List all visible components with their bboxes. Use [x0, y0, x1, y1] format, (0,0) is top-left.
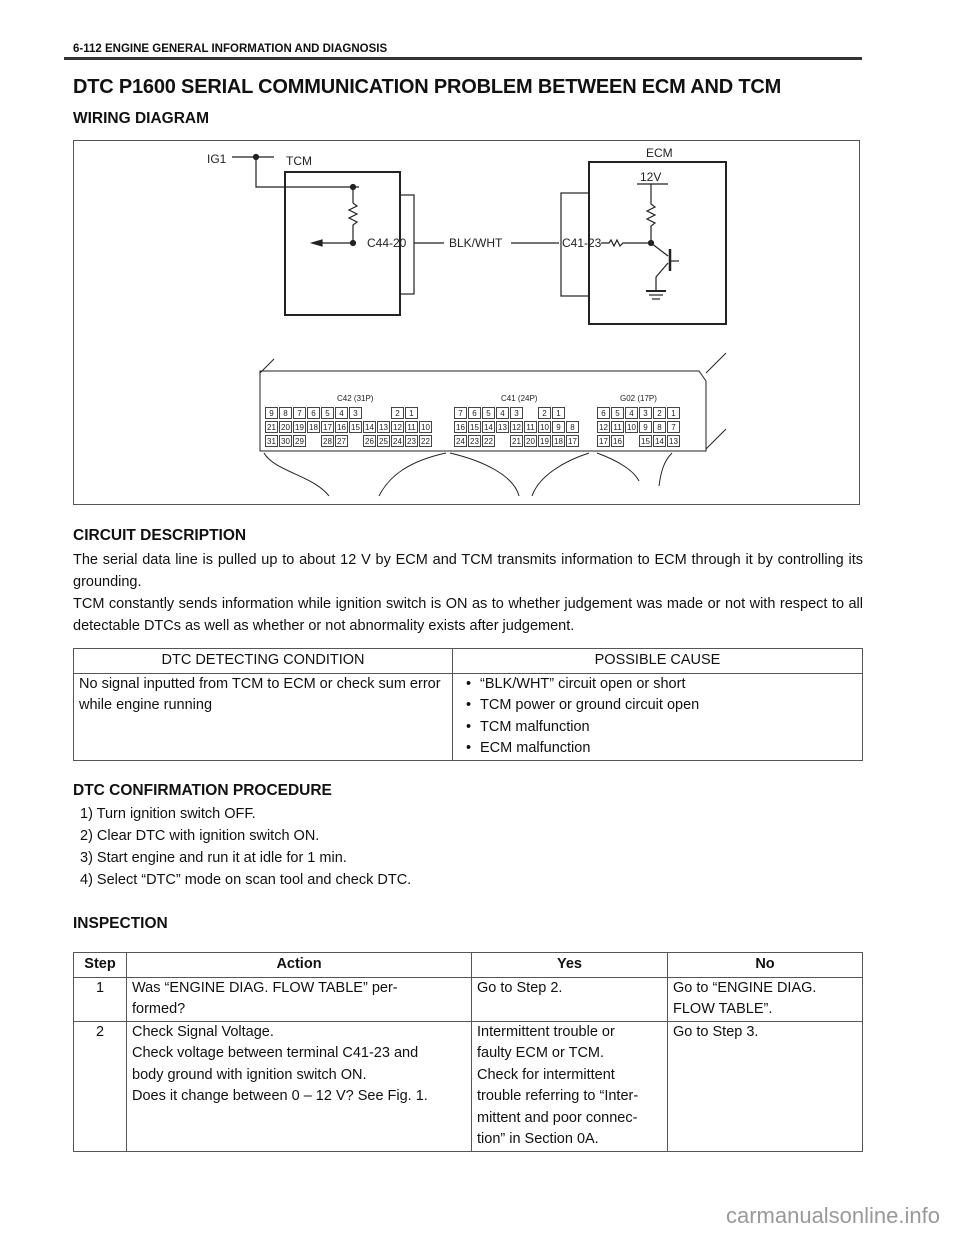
pin: 15: [349, 421, 362, 433]
pin-row: [265, 435, 433, 449]
ecm-label: ECM: [646, 146, 673, 160]
col-header: Action: [127, 953, 472, 978]
pin-row: [597, 435, 681, 449]
pin-row: [454, 435, 580, 449]
12v-label: 12V: [640, 170, 662, 184]
pin: 14: [363, 421, 376, 433]
pin: 18: [307, 421, 320, 433]
pin: 9: [639, 421, 652, 433]
pin: 13: [496, 421, 509, 433]
cell-line: Intermittent trouble or: [477, 1023, 615, 1040]
circuit-paragraph-1: The serial data line is pulled up to about 12 V by ECM and TCM transmits information to ECM through it by controlling its grounding.: [73, 552, 863, 590]
pin: 4: [335, 407, 348, 419]
pin: 14: [653, 435, 666, 447]
pin: 18: [552, 435, 565, 447]
pin: 31: [265, 435, 278, 447]
watermark: carmanualsonline.info: [725, 1203, 940, 1228]
pin: 24: [391, 435, 404, 447]
col-header: POSSIBLE CAUSE: [453, 649, 863, 674]
pin: 11: [524, 421, 537, 433]
pin: 17: [321, 421, 334, 433]
pin: 19: [538, 435, 551, 447]
pin: 8: [653, 421, 666, 433]
pin: 8: [566, 421, 579, 433]
pin: 10: [538, 421, 551, 433]
dtc-condition-table: [73, 648, 863, 761]
col-header: Step: [74, 953, 127, 978]
pin: 5: [611, 407, 624, 419]
header-rule: [64, 57, 862, 60]
pin: 12: [510, 421, 523, 433]
pin: 27: [335, 435, 348, 447]
pin: 24: [454, 435, 467, 447]
procedure-step: 3) Start engine and run it at idle for 1 min.: [80, 850, 347, 866]
cell-line: faulty ECM or TCM.: [477, 1045, 605, 1061]
pin: 7: [454, 407, 467, 419]
pin: 12: [597, 421, 610, 433]
pin: 6: [597, 407, 610, 419]
pin-row: [597, 421, 681, 435]
pin-row: [597, 407, 681, 421]
pin: 29: [293, 435, 306, 447]
pin: 3: [510, 407, 523, 419]
pin: 22: [419, 435, 432, 447]
pin: 26: [363, 435, 376, 447]
pin: 13: [377, 421, 390, 433]
pin: 20: [279, 421, 292, 433]
c42-label: C42 (31P): [337, 394, 374, 403]
pin-gap: [625, 435, 638, 447]
pin: 5: [482, 407, 495, 419]
inspection-heading: INSPECTION: [73, 915, 168, 932]
pin: 9: [552, 421, 565, 433]
pin: 19: [293, 421, 306, 433]
pin: 17: [597, 435, 610, 447]
cell-no: [668, 977, 863, 1021]
pin-gap: [496, 435, 509, 447]
pin: 16: [335, 421, 348, 433]
ig1-label: IG1: [207, 152, 227, 166]
pin: 21: [510, 435, 523, 447]
pin: 9: [265, 407, 278, 419]
pin-gap: [363, 407, 376, 419]
procedure-step: 2) Clear DTC with ignition switch ON.: [80, 828, 320, 844]
cell-action: [127, 1021, 472, 1151]
cause-item: • TCM malfunction: [466, 717, 857, 739]
circuit-paragraph-2: TCM constantly sends information while ignition switch is ON as to whether judgement was made or not with respect to all detectable DTCs as well as whether or not abnormality exists after judgement.: [73, 596, 863, 634]
wiring-heading: WIRING DIAGRAM: [73, 110, 210, 127]
pin: 11: [405, 421, 418, 433]
wiring-diagram: [73, 140, 860, 505]
pin: 5: [321, 407, 334, 419]
pin: 11: [611, 421, 624, 433]
cell-yes: [472, 977, 668, 1021]
pin: 6: [468, 407, 481, 419]
pin: 2: [653, 407, 666, 419]
pin: 20: [524, 435, 537, 447]
pin: 15: [468, 421, 481, 433]
tcm-label: TCM: [286, 154, 312, 168]
cell-line: trouble referring to “Inter-: [477, 1088, 639, 1104]
pin: 21: [265, 421, 278, 433]
pin: 30: [279, 435, 292, 447]
pin: 1: [405, 407, 418, 419]
cell-line: FLOW TABLE”.: [673, 1001, 773, 1017]
detecting-condition: No signal inputted from TCM to ECM or check sum error while engine running: [74, 673, 453, 760]
pin: 1: [667, 407, 680, 419]
pin: 4: [496, 407, 509, 419]
cause-item: • “BLK/WHT” circuit open or short: [466, 674, 857, 696]
ecm-terminal-label: C41-23: [562, 236, 602, 250]
cell-line: tion” in Section 0A.: [477, 1131, 599, 1147]
connector-c41: [454, 407, 580, 449]
pin: 3: [349, 407, 362, 419]
cell-line: Go to Step 3.: [673, 1023, 759, 1040]
pin: 4: [625, 407, 638, 419]
confirmation-steps: [80, 803, 411, 891]
pin: 8: [279, 407, 292, 419]
cell-line: mittent and poor connec-: [477, 1109, 638, 1126]
pin: 1: [552, 407, 565, 419]
cell-line: formed?: [132, 1001, 186, 1017]
pin: 7: [667, 421, 680, 433]
pin: 3: [639, 407, 652, 419]
pin: 23: [468, 435, 481, 447]
pin-row: [454, 421, 580, 435]
cell-line: Go to Step 2.: [477, 979, 563, 996]
pin: 16: [454, 421, 467, 433]
pin: 10: [625, 421, 638, 433]
pin-row: [265, 421, 433, 435]
pin-gap: [524, 407, 537, 419]
cell-line: Check Signal Voltage.: [132, 1023, 274, 1040]
pin: 22: [482, 435, 495, 447]
pin: 15: [639, 435, 652, 447]
table-row: [74, 1021, 863, 1151]
connector-g02: [597, 407, 681, 449]
cause-item: • TCM power or ground circuit open: [466, 695, 857, 717]
pin: 23: [405, 435, 418, 447]
pin-gap: [307, 435, 320, 447]
pin: 16: [611, 435, 624, 447]
section-header: 6-112 ENGINE GENERAL INFORMATION AND DIAGNOSIS: [73, 43, 388, 55]
c41-label: C41 (24P): [501, 394, 538, 403]
pin: 10: [419, 421, 432, 433]
step-number: 1: [74, 977, 127, 1021]
pin-gap: [377, 407, 390, 419]
col-header: Yes: [472, 953, 668, 978]
col-header: No: [668, 953, 863, 978]
table-row: [74, 977, 863, 1021]
cell-line: Does it change between 0 – 12 V? See Fig. 1.: [132, 1088, 428, 1104]
tcm-terminal-label: C44-20: [367, 236, 407, 250]
pin: 28: [321, 435, 334, 447]
procedure-step: 4) Select “DTC” mode on scan tool and check DTC.: [80, 872, 412, 888]
cell-line: Check for intermittent: [477, 1066, 615, 1083]
page-title: DTC P1600 SERIAL COMMUNICATION PROBLEM BETWEEN ECM AND TCM: [73, 76, 782, 98]
cell-line: body ground with ignition switch ON.: [132, 1066, 367, 1083]
pin-row: [454, 407, 580, 421]
pin: 2: [391, 407, 404, 419]
step-number: 2: [74, 1021, 127, 1151]
cell-line: Check voltage between terminal C41-23 and: [132, 1045, 419, 1061]
pin: 7: [293, 407, 306, 419]
g02-label: G02 (17P): [620, 394, 657, 403]
circuit-heading: CIRCUIT DESCRIPTION: [73, 527, 247, 544]
connector-c42: [265, 407, 433, 449]
pin-gap: [349, 435, 362, 447]
pin: 25: [377, 435, 390, 447]
pin: 14: [482, 421, 495, 433]
cell-line: Go to “ENGINE DIAG.: [673, 979, 817, 996]
confirmation-heading: DTC CONFIRMATION PROCEDURE: [73, 782, 332, 799]
pin: 12: [391, 421, 404, 433]
pin: 6: [307, 407, 320, 419]
cell-yes: [472, 1021, 668, 1151]
wire-color-label: BLK/WHT: [449, 236, 503, 250]
cell-no: [668, 1021, 863, 1151]
pin: 13: [667, 435, 680, 447]
pin: 2: [538, 407, 551, 419]
cell-line: Was “ENGINE DIAG. FLOW TABLE” per-: [132, 979, 398, 996]
pin-row: [265, 407, 433, 421]
inspection-table: [73, 952, 863, 1152]
pin: 17: [566, 435, 579, 447]
cause-item: • ECM malfunction: [466, 738, 857, 760]
procedure-step: 1) Turn ignition switch OFF.: [80, 806, 256, 822]
col-header: DTC DETECTING CONDITION: [74, 649, 453, 674]
cell-action: [127, 977, 472, 1021]
